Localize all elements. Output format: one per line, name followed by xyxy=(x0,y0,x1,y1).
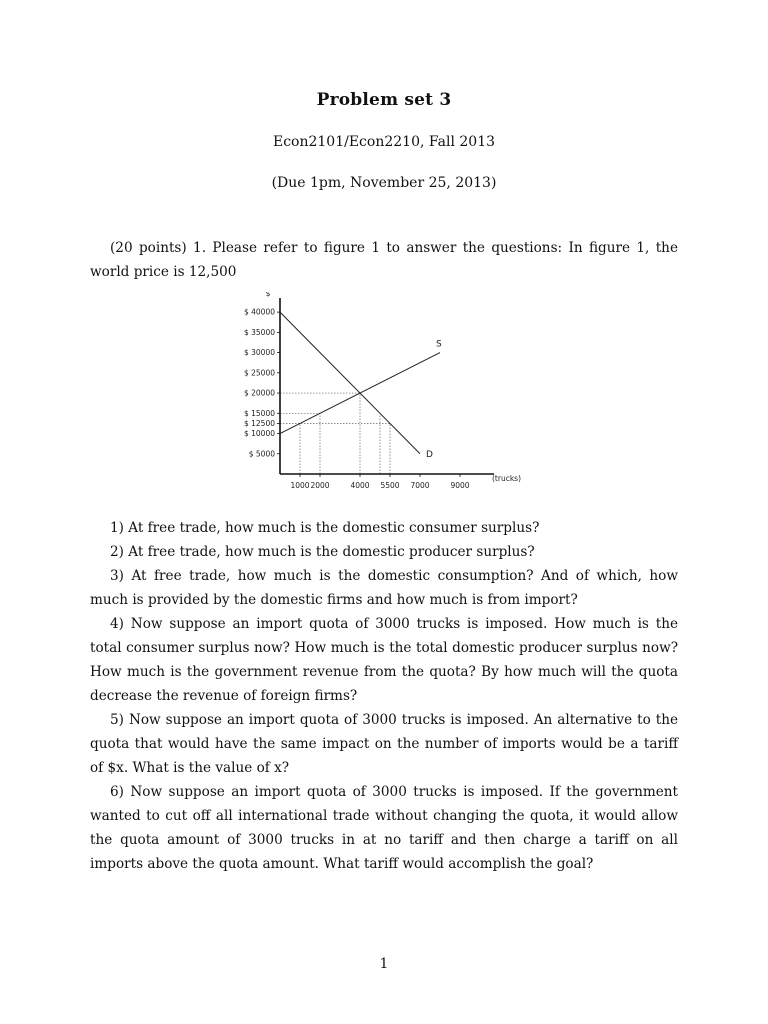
problem-intro xyxy=(90,236,678,284)
y-axis-label: $ xyxy=(265,292,271,298)
question-number: 6) xyxy=(110,784,124,800)
x-tick-label: 7000 xyxy=(410,481,430,490)
due-date: (Due 1pm, November 25, 2013) xyxy=(271,175,497,191)
question-text: At free trade, how much is the domestic consumer surplus? xyxy=(128,520,540,536)
x-tick-label: 4000 xyxy=(350,481,370,490)
question-text: Now suppose an import quota of 3000 trucks is imposed. An alternative to the quota that would have the same impact on the number of imports would be a tariff of $x. What is the value of x? xyxy=(90,712,678,776)
question-text: Now suppose an import quota of 3000 trucks is imposed. If the government wanted to cut off all international trade without changing the quota, it would allow the quota amount of 3000 trucks in at no tariff and then charge a tariff on all imports above the quota amount. What tariff would accomplish the goal? xyxy=(90,784,678,872)
y-tick-label: $ 30000 xyxy=(243,348,275,358)
x-tick-label: 1000 xyxy=(290,481,310,490)
question-number: 2) xyxy=(110,544,124,560)
question-item xyxy=(90,564,678,612)
question-item xyxy=(90,780,678,876)
question-number: 1) xyxy=(110,520,124,536)
x-tick-label: 2000 xyxy=(310,481,330,490)
question-text: Now suppose an import quota of 3000 trucks is imposed. How much is the total consumer surplus now? How much is the total domestic producer surplus now? How much is the government revenue from the quota? By how much will the quota decrease the revenue of foreign firms? xyxy=(90,616,678,704)
questions-list xyxy=(90,516,678,876)
question-text: At free trade, how much is the domestic consumption? And of which, how much is provided by the domestic firms and how much is from import? xyxy=(90,568,678,608)
figure-1 xyxy=(234,292,534,492)
page-title: Problem set 3 xyxy=(316,90,452,110)
y-tick-label: $ 25000 xyxy=(243,368,275,378)
demand-label: D xyxy=(426,449,433,460)
question-number: 5) xyxy=(110,712,124,728)
y-tick-label: $ 20000 xyxy=(243,388,275,398)
question-number: 3) xyxy=(110,568,124,584)
supply-label: S xyxy=(436,339,442,350)
x-axis-label: (trucks) xyxy=(492,474,522,483)
question-item xyxy=(90,612,678,708)
demand-curve xyxy=(280,312,420,454)
supply-demand-chart xyxy=(234,292,534,492)
question-text: At free trade, how much is the domestic producer surplus? xyxy=(128,544,535,560)
course-subtitle: Econ2101/Econ2210, Fall 2013 xyxy=(272,134,496,150)
question-item xyxy=(90,708,678,780)
x-tick-label: 5500 xyxy=(380,481,400,490)
y-tick-label: $ 35000 xyxy=(243,327,275,337)
y-tick-label: $ 15000 xyxy=(243,408,275,418)
question-number: 4) xyxy=(110,616,124,632)
problem-intro-text: (20 points) 1. Please refer to figure 1 to answer the questions: In figure 1, the world price is 12,500 xyxy=(90,240,678,280)
y-tick-label: $ 12500 xyxy=(243,418,275,428)
question-item xyxy=(90,516,678,540)
page-number: 1 xyxy=(379,956,389,972)
question-item xyxy=(90,540,678,564)
x-tick-label: 9000 xyxy=(450,481,470,490)
y-tick-label: $ 40000 xyxy=(243,307,275,317)
y-tick-label: $ 5000 xyxy=(248,449,275,459)
y-tick-label: $ 10000 xyxy=(243,429,275,439)
